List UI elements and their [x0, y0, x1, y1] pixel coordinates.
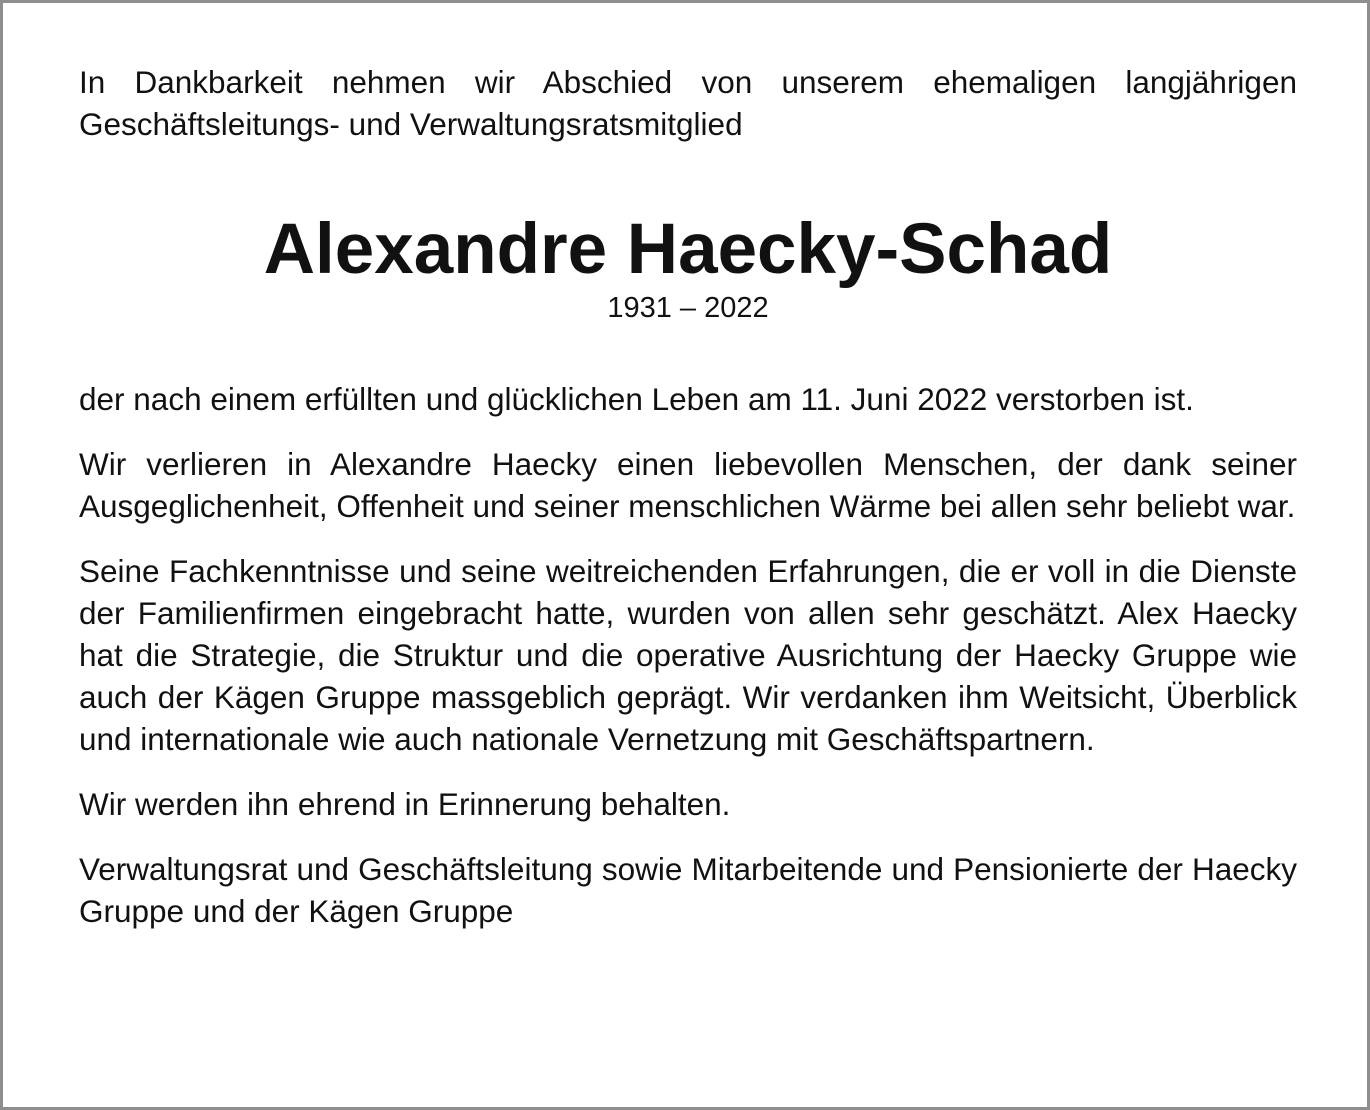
deceased-name: Alexandre Haecky-Schad [263, 210, 1113, 289]
paragraph-death-notice: der nach einem erfüllten und glücklichen Leben am 11. Juni 2022 verstorben ist. [79, 381, 1194, 417]
signature-senders: Verwaltungsrat und Geschäftsleitung sowie Mitarbeitende und Pensionierte der Haecky Gruppe und der Kägen Gruppe [79, 851, 1297, 929]
paragraph-character: Wir verlieren in Alexandre Haecky einen liebevollen Menschen, der dank seiner Ausgeglichenheit, Offenheit und seiner menschlichen Wärme bei allen sehr beliebt war. [79, 446, 1297, 524]
paragraph-remembrance: Wir werden ihn ehrend in Erinnerung behalten. [79, 786, 731, 822]
life-years: 1931 – 2022 [607, 292, 769, 324]
paragraph-career: Seine Fachkenntnisse und seine weitreichenden Erfahrungen, die er voll in die Dienste der Familienfirmen eingebracht hatte, wurden von allen sehr geschätzt. Alex Haecky hat die Strategie, die Struktur und die operative Ausrichtung der Haecky Gruppe wie auch der Kägen Gruppe massgeblich geprägt. Wir verdanken ihm Weitsicht, Überblick und internationale wie auch nationale Vernetzung mit Geschäftspartnern. [79, 553, 1297, 757]
notice-content [79, 61, 1297, 932]
intro-text: In Dankbarkeit nehmen wir Abschied von unserem ehemaligen langjährigen Geschäftsleitungs- und Verwaltungsratsmitglied [79, 64, 1297, 142]
